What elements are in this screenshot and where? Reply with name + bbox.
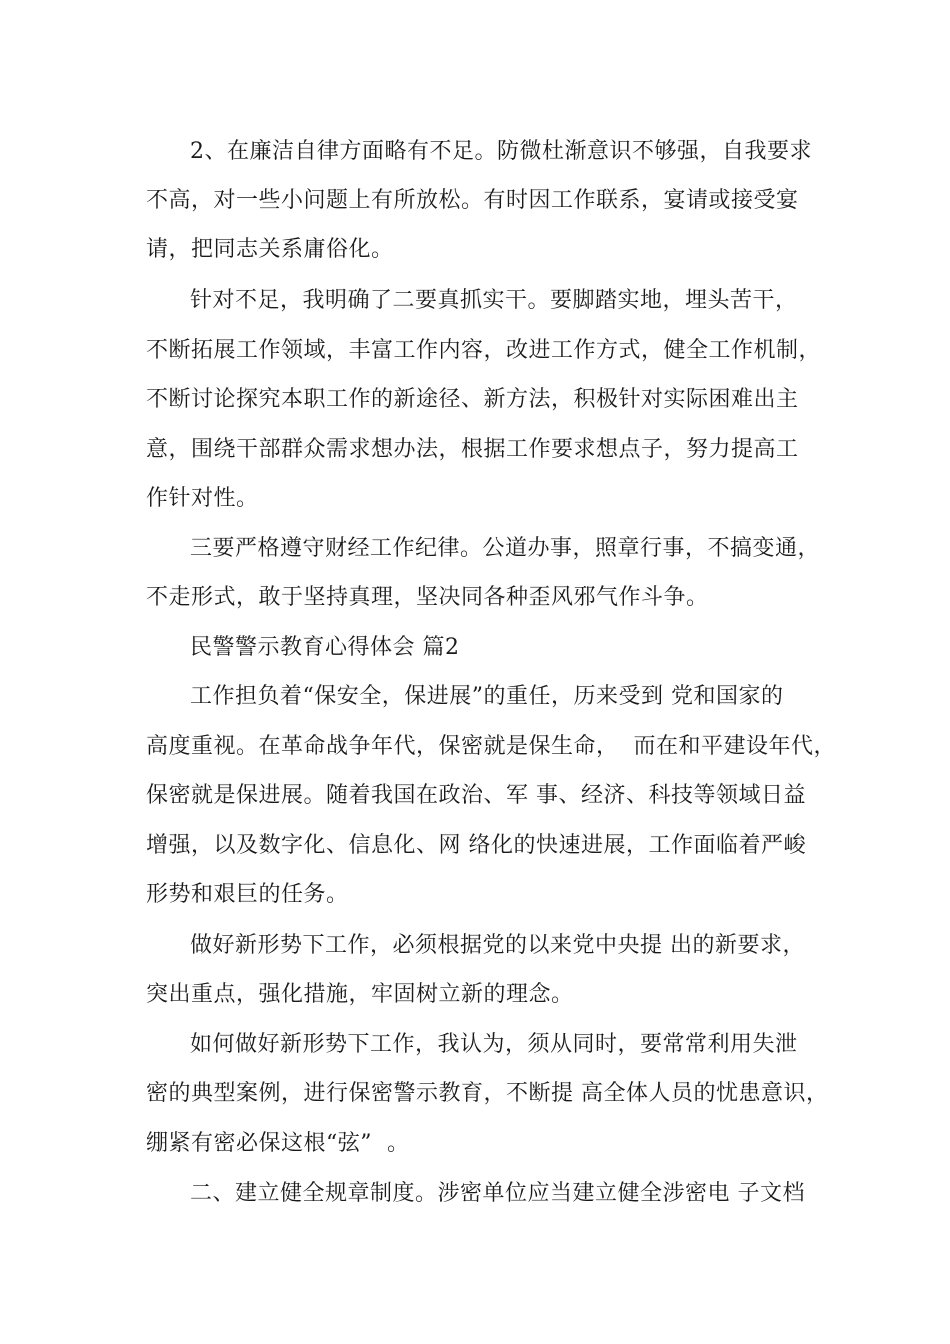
section-heading: 民警警示教育心得体会 篇2 — [190, 635, 460, 660]
paragraph-line: 密的典型案例，进行保密警示教育，不断提 高全体人员的忧患意识， — [146, 1081, 829, 1106]
paragraph-line: 二、建立健全规章制度。涉密单位应当建立健全涉密电 子文档 — [190, 1181, 805, 1206]
paragraph-line: 不断拓展工作领域，丰富工作内容，改进工作方式，健全工作机制， — [146, 338, 822, 363]
paragraph-line: 不断讨论探究本职工作的新途径、新方法，积极针对实际困难出主 — [146, 387, 799, 412]
paragraph-line: 增强，以及数字化、信息化、网 络化的快速进展，工作面临着严峻 — [146, 833, 806, 858]
paragraph-line: 高度重视。在革命战争年代，保密就是保生命， 而在和平建设年代， — [146, 734, 836, 759]
paragraph-line: 作针对性。 — [146, 486, 259, 511]
paragraph-line: 针对不足，我明确了二要真抓实干。要脚踏实地，埋头苦干， — [190, 288, 798, 313]
paragraph-line: 意，围绕干部群众需求想办法，根据工作要求想点子，努力提高工 — [146, 437, 799, 462]
paragraph-line: 工作担负着“保安全，保进展”的重任，历来受到 党和国家的 — [190, 684, 784, 709]
paragraph-line: 做好新形势下工作，必须根据党的以来党中央提 出的新要求， — [190, 933, 805, 958]
paragraph-line: 不走形式，敢于坚持真理，坚决同各种歪风邪气作斗争。 — [146, 585, 709, 610]
paragraph-line: 请，把同志关系庸俗化。 — [146, 237, 394, 262]
paragraph-line: 三要严格遵守财经工作纪律。公道办事，照章行事，不搞变通， — [190, 536, 821, 561]
paragraph-line: 2、在廉洁自律方面略有不足。防微杜渐意识不够强，自我要求 — [190, 139, 812, 164]
paragraph-line: 突出重点，强化措施，牢固树立新的理念。 — [146, 982, 574, 1007]
paragraph-line: 不高，对一些小问题上有所放松。有时因工作联系，宴请或接受宴 — [146, 188, 799, 213]
paragraph-line: 保密就是保进展。随着我国在政治、军 事、经济、科技等领域日益 — [146, 783, 806, 808]
paragraph-line: 形势和艰巨的任务。 — [146, 882, 349, 907]
paragraph-line: 绷紧有密必保这根“弦” 。 — [146, 1131, 410, 1156]
paragraph-line: 如何做好新形势下工作，我认为，须从同时，要常常利用失泄 — [190, 1032, 798, 1057]
